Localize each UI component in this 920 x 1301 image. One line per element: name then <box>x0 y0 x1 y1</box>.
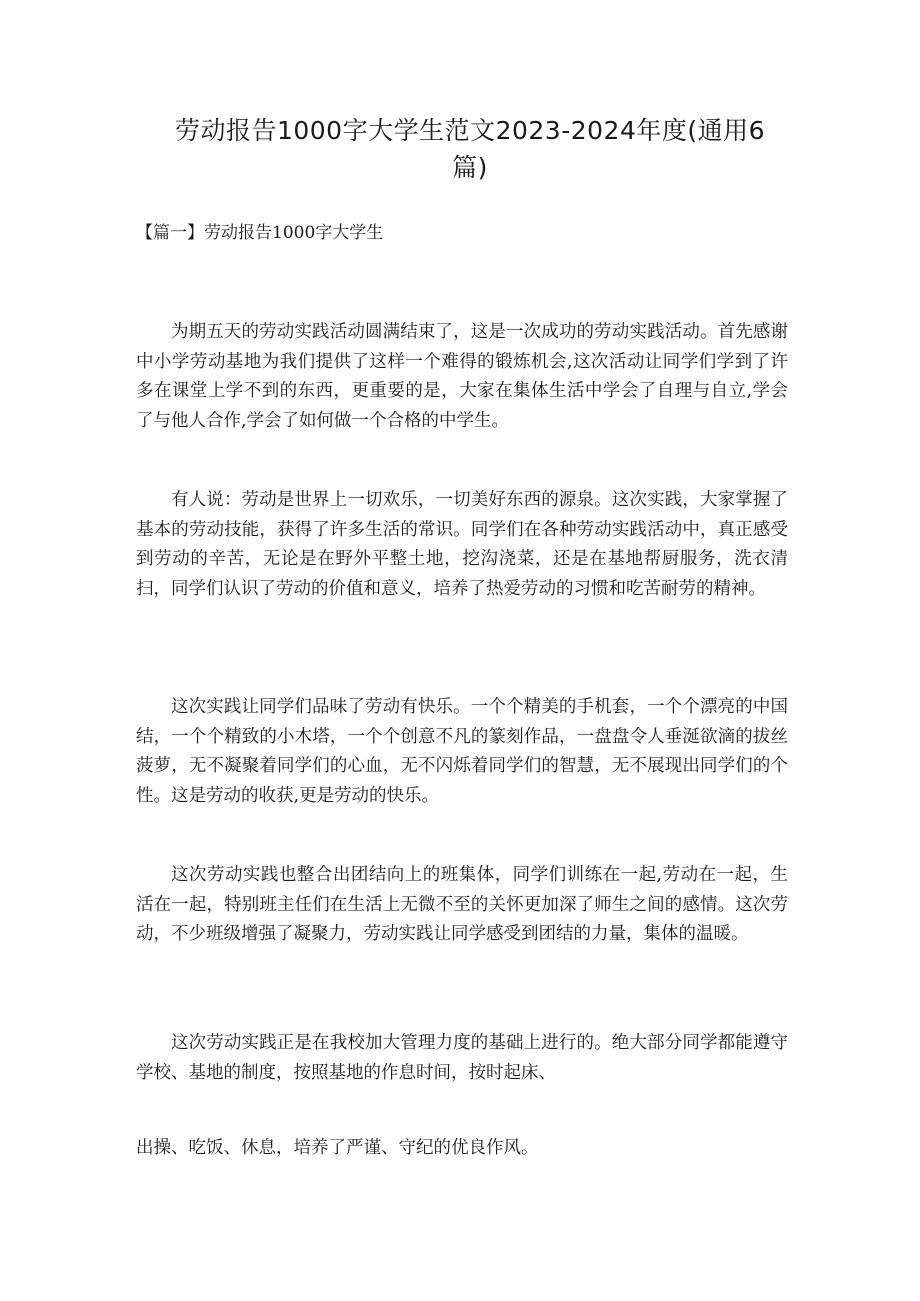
body-paragraph: 这次劳动实践正是在我校加大管理力度的基础上进行的。绝大部分同学都能遵守学校、基地的制度，按照基地的作息时间，按时起床、 <box>136 1033 788 1083</box>
body-paragraph: 为期五天的劳动实践活动圆满结束了，这是一次成功的劳动实践活动。首先感谢中小学劳动基地为我们提供了这样一个难得的锻炼机会,这次活动让同学们学到了许多在课堂上学不到的东西，更重要的是，大家在集体生活中学会了自理与自立,学会了与他人合作,学会了如何做一个合格的中学生。 <box>136 322 788 431</box>
body-paragraph-continuation: 出操、吃饭、休息，培养了严谨、守纪的优良作风。 <box>136 1138 539 1158</box>
document-title: 劳动报告1000字大学生范文2023-2024年度(通用6篇) <box>174 116 766 182</box>
body-paragraph: 这次劳动实践也整合出团结向上的班集体，同学们训练在一起,劳动在一起，生活在一起，特别班主任们在生活上无微不至的关怀更加深了师生之间的感情。这次劳动，不少班级增强了凝聚力，劳动实践让同学感受到团结的力量，集体的温暖。 <box>136 865 788 944</box>
body-paragraph: 有人说：劳动是世界上一切欢乐，一切美好东西的源泉。这次实践，大家掌握了基本的劳动技能，获得了许多生活的常识。同学们在各种劳动实践活动中，真正感受到劳动的辛苦，无论是在野外平整土地，挖沟浇菜，还是在基地帮厨服务，洗衣清扫，同学们认识了劳动的价值和意义，培养了热爱劳动的习惯和吃苦耐劳的精神。 <box>136 490 788 599</box>
body-paragraph: 这次实践让同学们品味了劳动有快乐。一个个精美的手机套，一个个漂亮的中国结，一个个精致的小木塔，一个个创意不凡的篆刻作品，一盘盘令人垂涎欲滴的拔丝菠萝，无不凝聚着同学们的心血，无不闪烁着同学们的智慧，无不展现出同学们的个性。这是劳动的收获,更是劳动的快乐。 <box>136 697 788 806</box>
section-heading: 【篇一】劳动报告1000字大学生 <box>136 223 384 243</box>
